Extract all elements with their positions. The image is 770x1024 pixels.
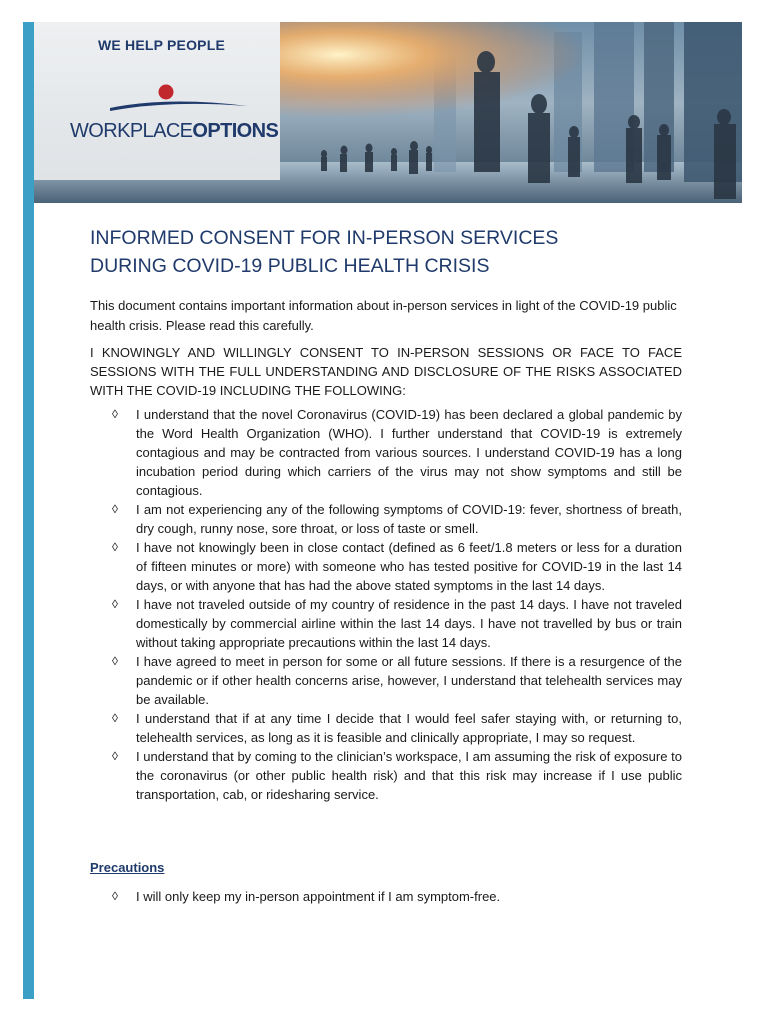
list-item	[90, 887, 682, 906]
list-item	[90, 595, 682, 652]
brand-tagline: WE HELP PEOPLE	[98, 37, 226, 53]
consent-bullet-list	[90, 405, 682, 804]
list-item-text: I understand that if at any time I decide that I would feel safer staying with, or returning to, telehealth services, as long as it is feasible and clinically appropriate, I may so request.	[136, 711, 682, 745]
document-title-line-2: DURING COVID-19 PUBLIC HEALTH CRISIS	[90, 255, 490, 277]
diamond-bullet-icon: ◊	[112, 540, 118, 554]
diamond-bullet-icon: ◊	[112, 711, 118, 725]
left-accent-bar	[23, 22, 34, 999]
header-banner	[34, 22, 742, 203]
list-item-text: I will only keep my in-person appointment if I am symptom-free.	[136, 889, 501, 904]
list-item-text: I am not experiencing any of the following symptoms of COVID-19: fever, shortness of breath, dry cough, runny nose, sore throat, or loss of taste or smell.	[136, 502, 682, 536]
brand-logo-wordmark	[70, 120, 278, 143]
diamond-bullet-icon: ◊	[112, 597, 118, 611]
logo-swoosh-icon	[108, 84, 258, 114]
diamond-bullet-icon: ◊	[112, 654, 118, 668]
list-item	[90, 500, 682, 538]
intro-paragraph: This document contains important information about in-person services in light of the COVID-19 public health crisis. Please read this carefully.	[90, 298, 677, 333]
list-item-text: I have not knowingly been in close contact (defined as 6 feet/1.8 meters or less for a duration of fifteen minutes or more) with someone who has tested positive for COVID-19 in the last 14 days, or with anyone that has had the above stated symptoms in the last 14 days.	[136, 540, 682, 593]
brand-name-bold: OPTIONS	[192, 120, 279, 142]
precautions-list	[90, 887, 682, 906]
list-item	[90, 405, 682, 500]
logo-panel	[34, 22, 280, 180]
list-item	[90, 538, 682, 595]
document-title	[90, 224, 710, 280]
list-item-text: I understand that the novel Coronavirus (COVID-19) has been declared a global pandemic by the Word Health Organization (WHO). I further understand that COVID-19 is extremely contagious and may be contracted from various sources. I understand COVID-19 has a long incubation period during which carriers of the virus may not show symptoms and still be contagious.	[136, 407, 682, 498]
diamond-bullet-icon: ◊	[112, 502, 118, 516]
diamond-bullet-icon: ◊	[112, 407, 118, 421]
precautions-heading: Precautions	[90, 860, 165, 875]
document-title-line-1: INFORMED CONSENT FOR IN-PERSON SERVICES	[90, 227, 559, 249]
diamond-bullet-icon: ◊	[112, 749, 118, 763]
list-item-text: I have agreed to meet in person for some or all future sessions. If there is a resurgence of the pandemic or if other health concerns arise, however, I understand that telehealth services may be available.	[136, 654, 682, 707]
list-item	[90, 747, 682, 804]
list-item-text: I have not traveled outside of my country of residence in the past 14 days. I have not traveled domestically by commercial airline within the last 14 days. I have not travelled by bus or train without taking appropriate precautions within the last 14 days.	[136, 597, 682, 650]
diamond-bullet-icon: ◊	[112, 889, 118, 903]
list-item	[90, 652, 682, 709]
list-item	[90, 709, 682, 747]
consent-statement: I KNOWINGLY AND WILLINGLY CONSENT TO IN-PERSON SESSIONS OR FACE TO FACE SESSIONS WITH THE FULL UNDERSTANDING AND DISCLOSURE OF THE RISKS ASSOCIATED WITH THE COVID-19 INCLUDING THE FOLLOWING:	[90, 345, 682, 398]
brand-name-light: WORKPLACE	[70, 120, 193, 142]
list-item-text: I understand that by coming to the clinician’s workspace, I am assuming the risk of exposure to the coronavirus (or other public health risk) and that this risk may increase if I use public transportation, cab, or ridesharing service.	[136, 749, 682, 802]
